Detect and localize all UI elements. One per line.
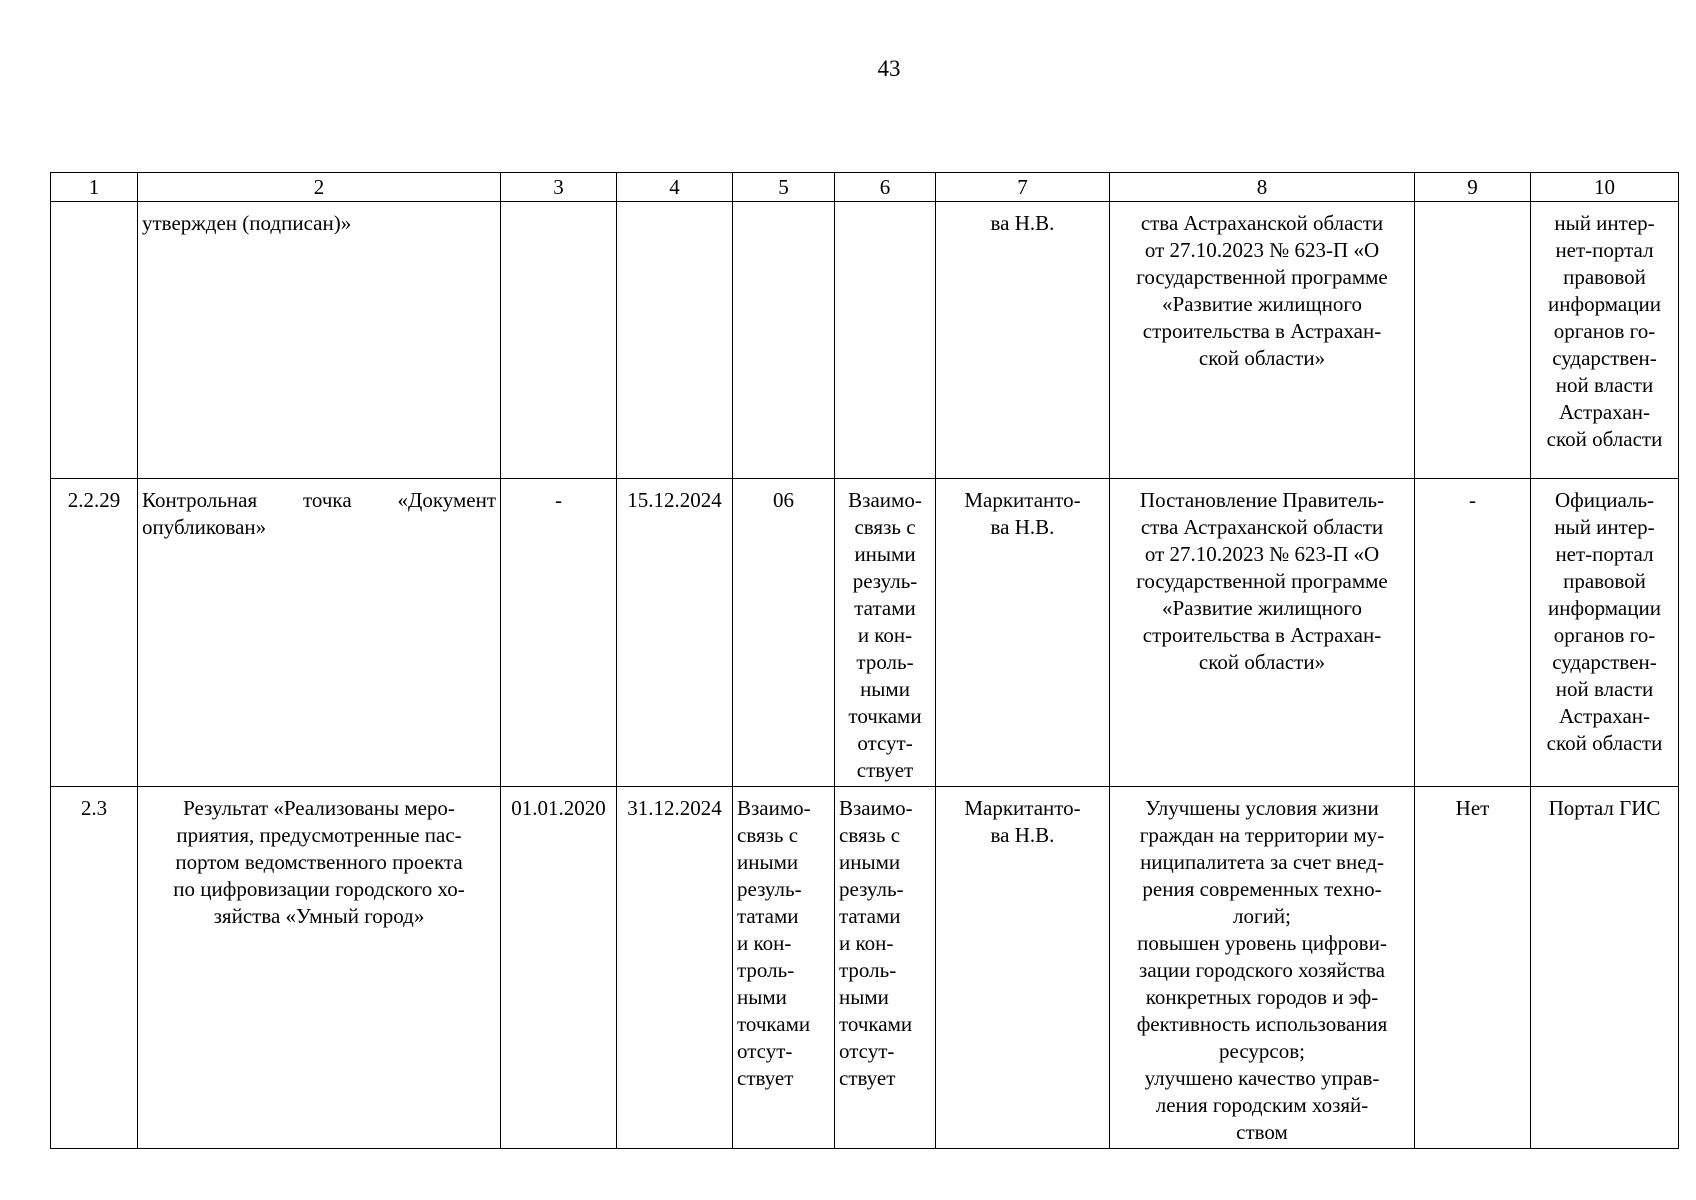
cell-col6	[835, 202, 936, 479]
cell-name: утвержден (подписан)»	[138, 202, 501, 479]
document-table	[50, 172, 1679, 1149]
table-row	[51, 479, 1679, 787]
column-header: 2	[138, 173, 501, 202]
page-number: 43	[877, 56, 901, 81]
cell-start-date: -	[501, 479, 617, 787]
cell-description: Улучшены условия жизни граждан на территории му- ниципалитета за счет внед- рения современных техно- логий; повышен уровень цифрови- зации городского хозяйства конкретных городов и эф- фективность использования ресурсов; улучшено качество управ- ления городским хозяй- ством	[1110, 787, 1415, 1149]
cell-col9	[1415, 202, 1531, 479]
column-header: 7	[936, 173, 1110, 202]
cell-responsible: ва Н.В.	[936, 202, 1110, 479]
table-row	[51, 787, 1679, 1149]
cell-end-date	[617, 202, 733, 479]
cell-info-system: Портал ГИС	[1531, 787, 1679, 1149]
cell-description: ства Астраханской области от 27.10.2023 № 623-П «О государственной программе «Развитие жилищного строительства в Астрахан- ской области»	[1110, 202, 1415, 479]
cell-name: Результат «Реализованы меро- приятия, предусмотренные пас- портом ведомственного проекта по цифровизации городского хо- зяйства «Умный город»	[138, 787, 501, 1149]
cell-col6: Взаимо- связь с иными резуль- татами и кон- троль- ными точками отсут- ствует	[835, 479, 936, 787]
column-header: 6	[835, 173, 936, 202]
header-row	[51, 173, 1679, 202]
cell-start-date: 01.01.2020	[501, 787, 617, 1149]
cell-number: 2.3	[51, 787, 138, 1149]
cell-col5: 06	[733, 479, 835, 787]
column-header: 9	[1415, 173, 1531, 202]
cell-col9: Нет	[1415, 787, 1531, 1149]
cell-end-date: 15.12.2024	[617, 479, 733, 787]
cell-col5	[733, 202, 835, 479]
column-header: 8	[1110, 173, 1415, 202]
table-row	[51, 202, 1679, 479]
column-header: 10	[1531, 173, 1679, 202]
cell-col9: -	[1415, 479, 1531, 787]
cell-number: 2.2.29	[51, 479, 138, 787]
cell-responsible: Маркитанто- ва Н.В.	[936, 479, 1110, 787]
cell-name: Контрольная точка «Документ опубликован»	[138, 479, 501, 787]
cell-info-system: ный интер- нет-портал правовой информации органов го- сударствен- ной власти Астрахан- ской области	[1531, 202, 1679, 479]
cell-col5: Взаимо- связь с иными резуль- татами и кон- троль- ными точками отсут- ствует	[733, 787, 835, 1149]
column-header: 1	[51, 173, 138, 202]
column-header: 4	[617, 173, 733, 202]
cell-info-system: Официаль- ный интер- нет-портал правовой информации органов го- сударствен- ной власти Астрахан- ской области	[1531, 479, 1679, 787]
column-header: 3	[501, 173, 617, 202]
cell-description: Постановление Правитель- ства Астраханской области от 27.10.2023 № 623-П «О государственной программе «Развитие жилищного строительства в Астрахан- ской области»	[1110, 479, 1415, 787]
cell-col6: Взаимо- связь с иными резуль- татами и кон- троль- ными точками отсут- ствует	[835, 787, 936, 1149]
cell-number	[51, 202, 138, 479]
cell-start-date	[501, 202, 617, 479]
cell-responsible: Маркитанто- ва Н.В.	[936, 787, 1110, 1149]
cell-end-date: 31.12.2024	[617, 787, 733, 1149]
column-header: 5	[733, 173, 835, 202]
